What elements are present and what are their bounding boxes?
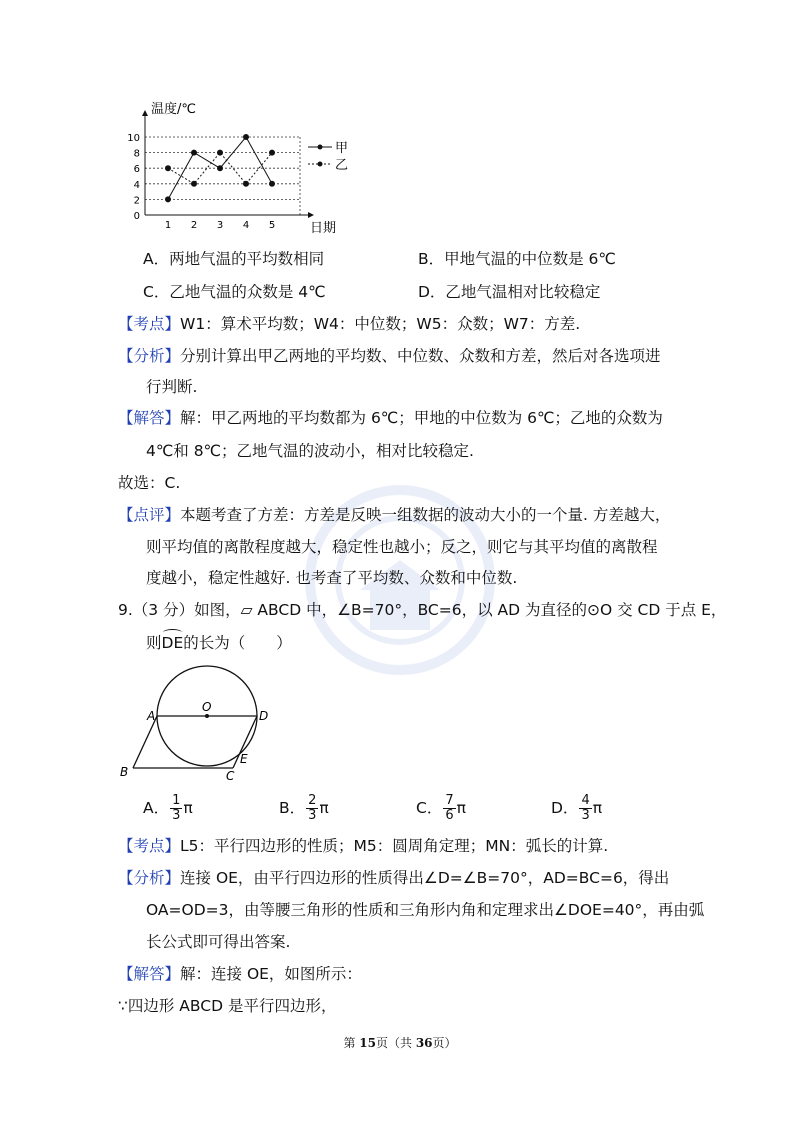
- legend-label-2: 乙: [335, 158, 349, 173]
- y-tick-label: 8: [133, 148, 140, 160]
- q9-stem-cont: 则DE的长为（ ）: [146, 634, 292, 652]
- q9-option-a[interactable]: A． $\frac{1}{3}$ π: [143, 793, 193, 823]
- label-a: A: [147, 709, 156, 723]
- q8-jieda: 【解答】解：甲乙两地的平均数都为 6℃；甲地的中位数为 6℃；乙地的众数为: [118, 409, 663, 427]
- y-tick-label: 4: [133, 179, 140, 191]
- q8-jieda-cont: 4℃和 8℃；乙地气温的波动小，相对比较稳定.: [146, 442, 474, 460]
- fenxi-tag: 【分析】: [118, 347, 181, 365]
- page-number: 15: [359, 1036, 376, 1050]
- label-c: C: [226, 769, 235, 783]
- q8-dianping-cont-2: 度越小，稳定性越好. 也考查了平均数、众数和中位数.: [146, 569, 518, 587]
- q9-stem: 9.（3 分）如图，▱ ABCD 中，∠B=70°，BC=6，以 AD 为直径的⊙O 交 CD 于点 E，: [118, 601, 727, 619]
- x-axis-arrow: [308, 212, 314, 218]
- chart-grid: [145, 137, 300, 215]
- q8-answer: 故选：C.: [118, 474, 181, 492]
- x-tick-label: 2: [190, 220, 198, 231]
- y-tick-label: 0: [133, 211, 140, 222]
- series-2-point: [217, 150, 223, 156]
- x-tick-label: 1: [164, 220, 172, 231]
- q9-kaodian: 【考点】L5：平行四边形的性质；M5：圆周角定理；MN：弧长的计算.: [118, 837, 609, 855]
- label-d: D: [259, 709, 269, 723]
- arc-de: DE: [161, 634, 184, 652]
- legend-marker-1: [318, 145, 323, 150]
- legend-marker-2: [318, 162, 323, 167]
- x-tick-label: 4: [242, 220, 250, 231]
- q8-dianping-cont-1: 则平均值的离散程度越大，稳定性也越小；反之，则它与其平均值的离散程: [146, 538, 658, 556]
- jieda-tag: 【解答】: [118, 409, 181, 427]
- q8-fenxi: 【分析】分别计算出甲乙两地的平均数、中位数、众数和方差，然后对各选项进: [118, 347, 661, 365]
- q8-dianping: 【点评】本题考查了方差：方差是反映一组数据的波动大小的一个量. 方差越大，: [118, 506, 671, 524]
- parallelogram-circle-figure: [115, 658, 275, 783]
- total-pages: 36: [415, 1036, 433, 1050]
- y-tick-label: 2: [133, 195, 140, 207]
- chart-legend: [308, 141, 348, 173]
- y-axis-arrow: [142, 110, 148, 116]
- x-tick-label: 3: [216, 220, 224, 231]
- series-1-point: [217, 165, 223, 171]
- q8-option-d[interactable]: D．乙地气温相对比较稳定: [418, 283, 601, 301]
- q8-option-a[interactable]: A．两地气温的平均数相同: [143, 250, 325, 268]
- q9-fenxi-cont-1: OA=OD=3，由等腰三角形的性质和三角形内角和定理求出∠DOE=40°，再由弧: [146, 901, 705, 919]
- kaodian-tag: 【考点】: [118, 837, 181, 855]
- q8-fenxi-cont: 行判断.: [146, 378, 198, 396]
- q8-option-b[interactable]: B．甲地气温的中位数是 6℃: [418, 250, 616, 268]
- fenxi-tag: 【分析】: [118, 869, 181, 887]
- q8-kaodian: 【考点】W1：算术平均数；W4：中位数；W5：众数；W7：方差.: [118, 315, 581, 333]
- label-o: O: [202, 700, 212, 714]
- series-1-point: [191, 150, 197, 156]
- page-footer: 第 15页（共 36页）: [343, 1036, 457, 1050]
- series-1-point: [243, 134, 249, 140]
- label-b: B: [120, 765, 129, 779]
- y-tick-label: 10: [127, 133, 140, 144]
- x-tick-label: 5: [268, 220, 276, 231]
- temperature-line-chart: [125, 98, 365, 238]
- q9-jieda: 【解答】解：连接 OE，如图所示：: [118, 965, 362, 983]
- point-o: [205, 714, 209, 718]
- q8-option-c[interactable]: C．乙地气温的众数是 4℃: [143, 283, 326, 301]
- series-2-point: [165, 165, 171, 171]
- series-1-point: [269, 181, 275, 187]
- x-axis-label: 日期: [310, 221, 337, 236]
- y-tick-label: 6: [133, 164, 140, 176]
- q9-option-b[interactable]: B． $\frac{2}{3}$ π: [279, 793, 329, 823]
- q9-option-d[interactable]: D． $\frac{4}{3}$ π: [551, 793, 603, 823]
- legend-label-1: 甲: [335, 141, 349, 156]
- q9-option-c[interactable]: C． $\frac{7}{6}$ π: [416, 793, 466, 823]
- q9-because: ∵四边形 ABCD 是平行四边形，: [118, 997, 337, 1015]
- series-2-point: [243, 181, 249, 187]
- y-axis-label: 温度/℃: [151, 102, 196, 117]
- series-1-point: [165, 196, 171, 202]
- label-e: E: [240, 752, 248, 766]
- series-2-point: [269, 150, 275, 156]
- kaodian-tag: 【考点】: [118, 315, 181, 333]
- jieda-tag: 【解答】: [118, 965, 181, 983]
- q9-fenxi: 【分析】连接 OE，由平行四边形的性质得出∠D=∠B=70°，AD=BC=6，得出: [118, 869, 670, 887]
- dianping-tag: 【点评】: [118, 506, 181, 524]
- q9-fenxi-cont-2: 长公式即可得出答案.: [146, 933, 291, 951]
- series-2-point: [191, 181, 197, 187]
- segment-ab: [133, 716, 157, 768]
